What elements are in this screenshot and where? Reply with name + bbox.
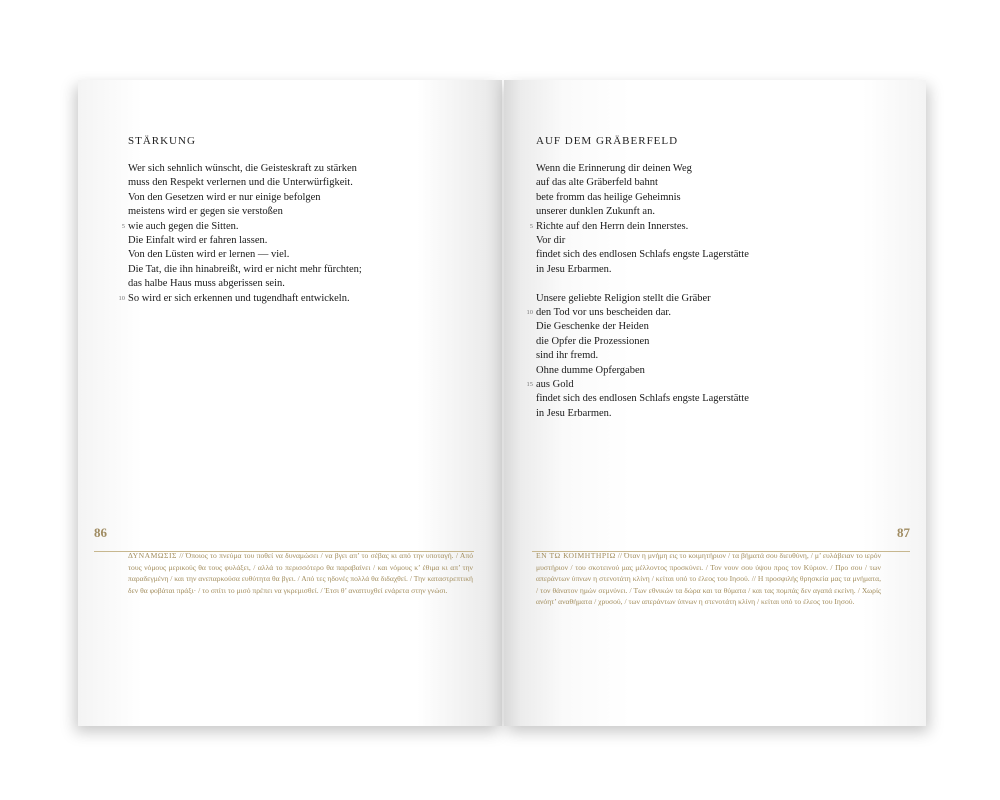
poem-line [128,248,482,262]
line-text: bete fromm das heilige Geheimnis [536,191,681,203]
line-text: das halbe Haus muss abgerissen sein. [128,278,285,290]
poem-line [529,220,906,234]
greek-original-text [128,550,473,596]
poem-line [536,407,906,421]
right-page [504,80,926,726]
line-text: Die Tat, die ihn hinabreißt, wird er nicht mehr fürchten; [128,263,362,275]
line-number: 5 [121,222,125,230]
poem-line [121,220,482,234]
line-text: unserer dunklen Zukunft an. [536,206,655,218]
poem-line [536,364,906,378]
line-text: wie auch gegen die Sitten. [128,220,239,232]
line-text: sind ihr fremd. [536,350,599,362]
line-text: Wenn die Erinnerung dir deinen Weg [536,163,692,174]
poem-line [128,191,482,205]
line-text: die Opfer die Prozessionen [536,335,650,347]
line-text: findet sich des endlosen Schlafs engste Lagerstätte [536,249,749,261]
poem-line [536,205,906,219]
line-number: 10 [118,294,125,302]
poem-line [536,349,906,363]
poem-body [526,162,906,421]
greek-original-text [536,550,881,608]
line-text: Wer sich sehnlich wünscht, die Geisteskraft zu stärken [128,163,357,174]
line-text: So wird er sich erkennen und tugendhaft entwickeln. [128,292,350,304]
line-text: Von den Gesetzen wird er nur einige befolgen [128,191,321,203]
poem-line [128,205,482,219]
line-text: muss den Respekt verlernen und die Unterwürfigkeit. [128,177,353,189]
poem-line [526,306,906,320]
line-text: aus Gold [536,379,574,391]
greek-title: ΔΥΝΑΜΩΣΙΣ [128,551,177,560]
poem-title: AUF DEM GRÄBERFELD [536,135,679,147]
poem-line [536,162,906,176]
page-number: 87 [897,525,910,540]
line-text: Ohne dumme Opfergaben [536,364,645,376]
stanza-break [536,277,906,291]
poem-line [536,248,906,262]
line-text: Die Einfalt wird er fahren lassen. [128,235,268,247]
greek-body: // Όποιος το πνεύμα του ποθεί να δυναμώσει / να βγει απ’ το σέβας κι από την υποταγή. / Από τους νόμους μερικούς θα τους φυλάξει, / αλλά το περισσότερο θα παραβαίνει / και νόμους κ’ έθιμα κι απ’ την παραδεγμένη / και την ανεπαρκούσα ευθύτητα θα βγει. / Από τες ηδονές πολλά θα διδαχθεί. / Την καταστρεπτική δεν θα φοβάται πράξι· / το σπίτι το μισό πρέπει να γκρεμισθεί. / Έτσι θ’ αναπτυχθεί ενάρετα στην γνώσι. [128,551,473,595]
book-spread [78,80,926,726]
left-page [78,80,502,726]
poem-line [536,320,906,334]
line-text: Unsere geliebte Religion stellt die Gräber [536,292,711,304]
line-text: Richte auf den Herrn dein Innerstes. [536,220,689,232]
line-text: den Tod vor uns bescheiden dar. [536,307,671,319]
poem-line [128,277,482,291]
line-text: in Jesu Erbarmen. [536,407,612,419]
poem-line [128,162,482,176]
line-text: findet sich des endlosen Schlafs engste Lagerstätte [536,393,749,405]
poem-line [536,335,906,349]
poem-line [536,292,906,306]
line-number: 5 [529,222,533,230]
poem-line [526,378,906,392]
poem-line [536,234,906,248]
poem-line [128,176,482,190]
line-text: Von den Lüsten wird er lernen — viel. [128,249,290,261]
poem-line [128,263,482,277]
poem-line [536,191,906,205]
poem-line [118,292,482,306]
line-text: in Jesu Erbarmen. [536,263,612,275]
poem-line [128,234,482,248]
line-text: Die Geschenke der Heiden [536,321,649,333]
line-number: 10 [526,309,533,317]
line-number: 15 [526,381,533,389]
line-text: Vor dir [536,235,566,247]
poem-line [536,263,906,277]
greek-title: ΕΝ ΤΩ ΚΟΙΜΗΤΗΡΙΩ [536,551,616,560]
line-text: meistens wird er gegen sie verstoßen [128,206,283,218]
poem-title: STÄRKUNG [128,135,196,147]
page-number: 86 [94,525,107,540]
poem-body [118,162,482,306]
line-text: auf das alte Gräberfeld bahnt [536,177,658,189]
poem-line [536,176,906,190]
greek-body: // Όταν η μνήμη εις το κοιμητήριον / τα βήματά σου διευθύνη, / μ’ ευλάβειαν το ιερόν μυστήριον / του σκοτεινού μας μέλλοντος προσκύνει. / Τον νουν σου ύψου προς τον Κύριον. / Προ σου / των απεράντων ύπνων η στενοτάτη κλίνη / κείται υπό το έλεος του Ιησού. // Η προσφιλής θρησκεία μας τα μνήματα, / τον θάνατον ημών σεμνύνει. / Των εθνικών τα δώρα και τα θύματα / και τας πομπάς δεν αγαπά εκείνη. / Χωρίς ανόητ’ αναθήματα / χρυσού, / των απεράντων ύπνων η στενοτάτη κλίνη / κείται υπό το έλεος του Ιησού. [536,551,882,607]
poem-line [536,392,906,406]
